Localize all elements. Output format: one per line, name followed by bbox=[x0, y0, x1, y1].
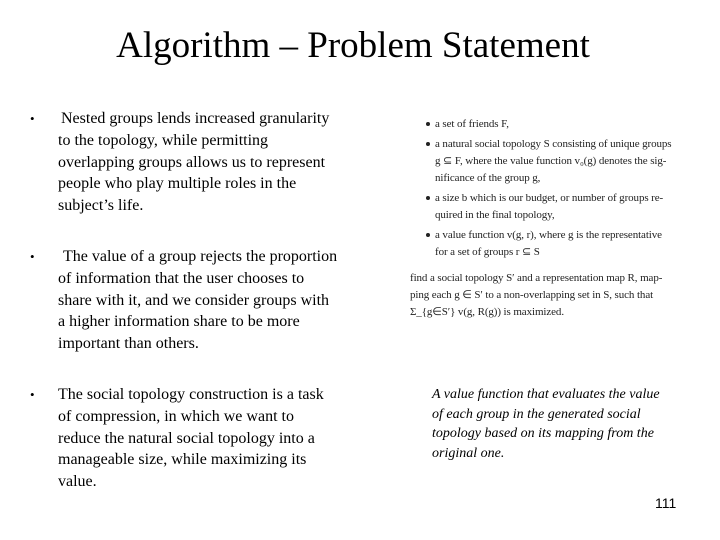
bullet-line: important than others. bbox=[58, 335, 199, 353]
figure-text: quired in the final topology, bbox=[435, 209, 555, 221]
slide-title: Algorithm – Problem Statement bbox=[116, 25, 590, 66]
figure-text: g ⊆ F, where the value function v₀(g) denotes the sig- bbox=[435, 155, 667, 167]
figure-list-item bbox=[426, 228, 662, 242]
figure-text: find a social topology S′ and a representation map R, map- bbox=[410, 272, 663, 284]
caption-line: topology based on its mapping from the bbox=[432, 426, 654, 441]
problem-definition-figure bbox=[410, 113, 702, 333]
bullet-dot-icon bbox=[426, 142, 430, 146]
page-number: 111 bbox=[655, 495, 677, 511]
bullet-line: The social topology construction is a task bbox=[58, 386, 324, 403]
bullet-line: Nested groups lends increased granularity bbox=[61, 110, 330, 127]
bullet-dot-icon bbox=[426, 196, 430, 200]
figure-text: a natural social topology S consisting of unique groups bbox=[435, 138, 672, 150]
figure-caption bbox=[432, 385, 702, 463]
bullet-line: manageable size, while maximizing its bbox=[58, 451, 307, 469]
bullet-dot-icon bbox=[426, 122, 430, 126]
caption-line: original one. bbox=[432, 445, 505, 461]
figure-text: a value function v(g, r), where g is the representative bbox=[435, 229, 662, 241]
bullet-line: of compression, in which we want to bbox=[58, 407, 294, 425]
caption-line: of each group in the generated social bbox=[432, 406, 641, 422]
bullet-marker: • bbox=[30, 249, 35, 264]
bullet-item bbox=[24, 108, 329, 217]
bullet-line: to the topology, while permitting bbox=[58, 131, 269, 149]
bullet-dot-icon bbox=[426, 233, 430, 237]
figure-list-item bbox=[426, 191, 663, 205]
bullet-line: a higher information share to be more bbox=[58, 313, 300, 331]
bullet-item bbox=[24, 246, 337, 355]
figure-text: Σ_{g∈S′} v(g, R(g)) is maximized. bbox=[410, 306, 564, 318]
bullet-line: value. bbox=[58, 473, 97, 491]
figure-list-item bbox=[426, 117, 509, 131]
bullet-line: The value of a group rejects the proportion bbox=[63, 248, 338, 265]
caption-line: A value function that evaluates the value bbox=[432, 387, 660, 402]
bullet-item bbox=[24, 384, 324, 493]
bullet-marker: • bbox=[30, 387, 35, 402]
bullet-line: of information that the user chooses to bbox=[58, 269, 305, 287]
figure-text: nificance of the group g, bbox=[435, 172, 541, 184]
bullet-line: people who play multiple roles in the bbox=[58, 175, 297, 193]
bullet-line: reduce the natural social topology into a bbox=[58, 429, 315, 447]
bullet-line: overlapping groups allows us to represent bbox=[58, 153, 326, 171]
bullet-line: subject’s life. bbox=[58, 197, 144, 215]
figure-text: a size b which is our budget, or number of groups re- bbox=[435, 192, 664, 204]
figure-text: for a set of groups r ⊆ S bbox=[435, 246, 540, 258]
figure-text: a set of friends F, bbox=[435, 118, 509, 130]
bullet-marker: • bbox=[30, 111, 35, 126]
bullet-line: share with it, and we consider groups with bbox=[58, 291, 330, 309]
figure-list-item bbox=[426, 137, 671, 151]
figure-text: ping each g ∈ S′ to a non-overlapping set in S, such that bbox=[410, 289, 654, 301]
